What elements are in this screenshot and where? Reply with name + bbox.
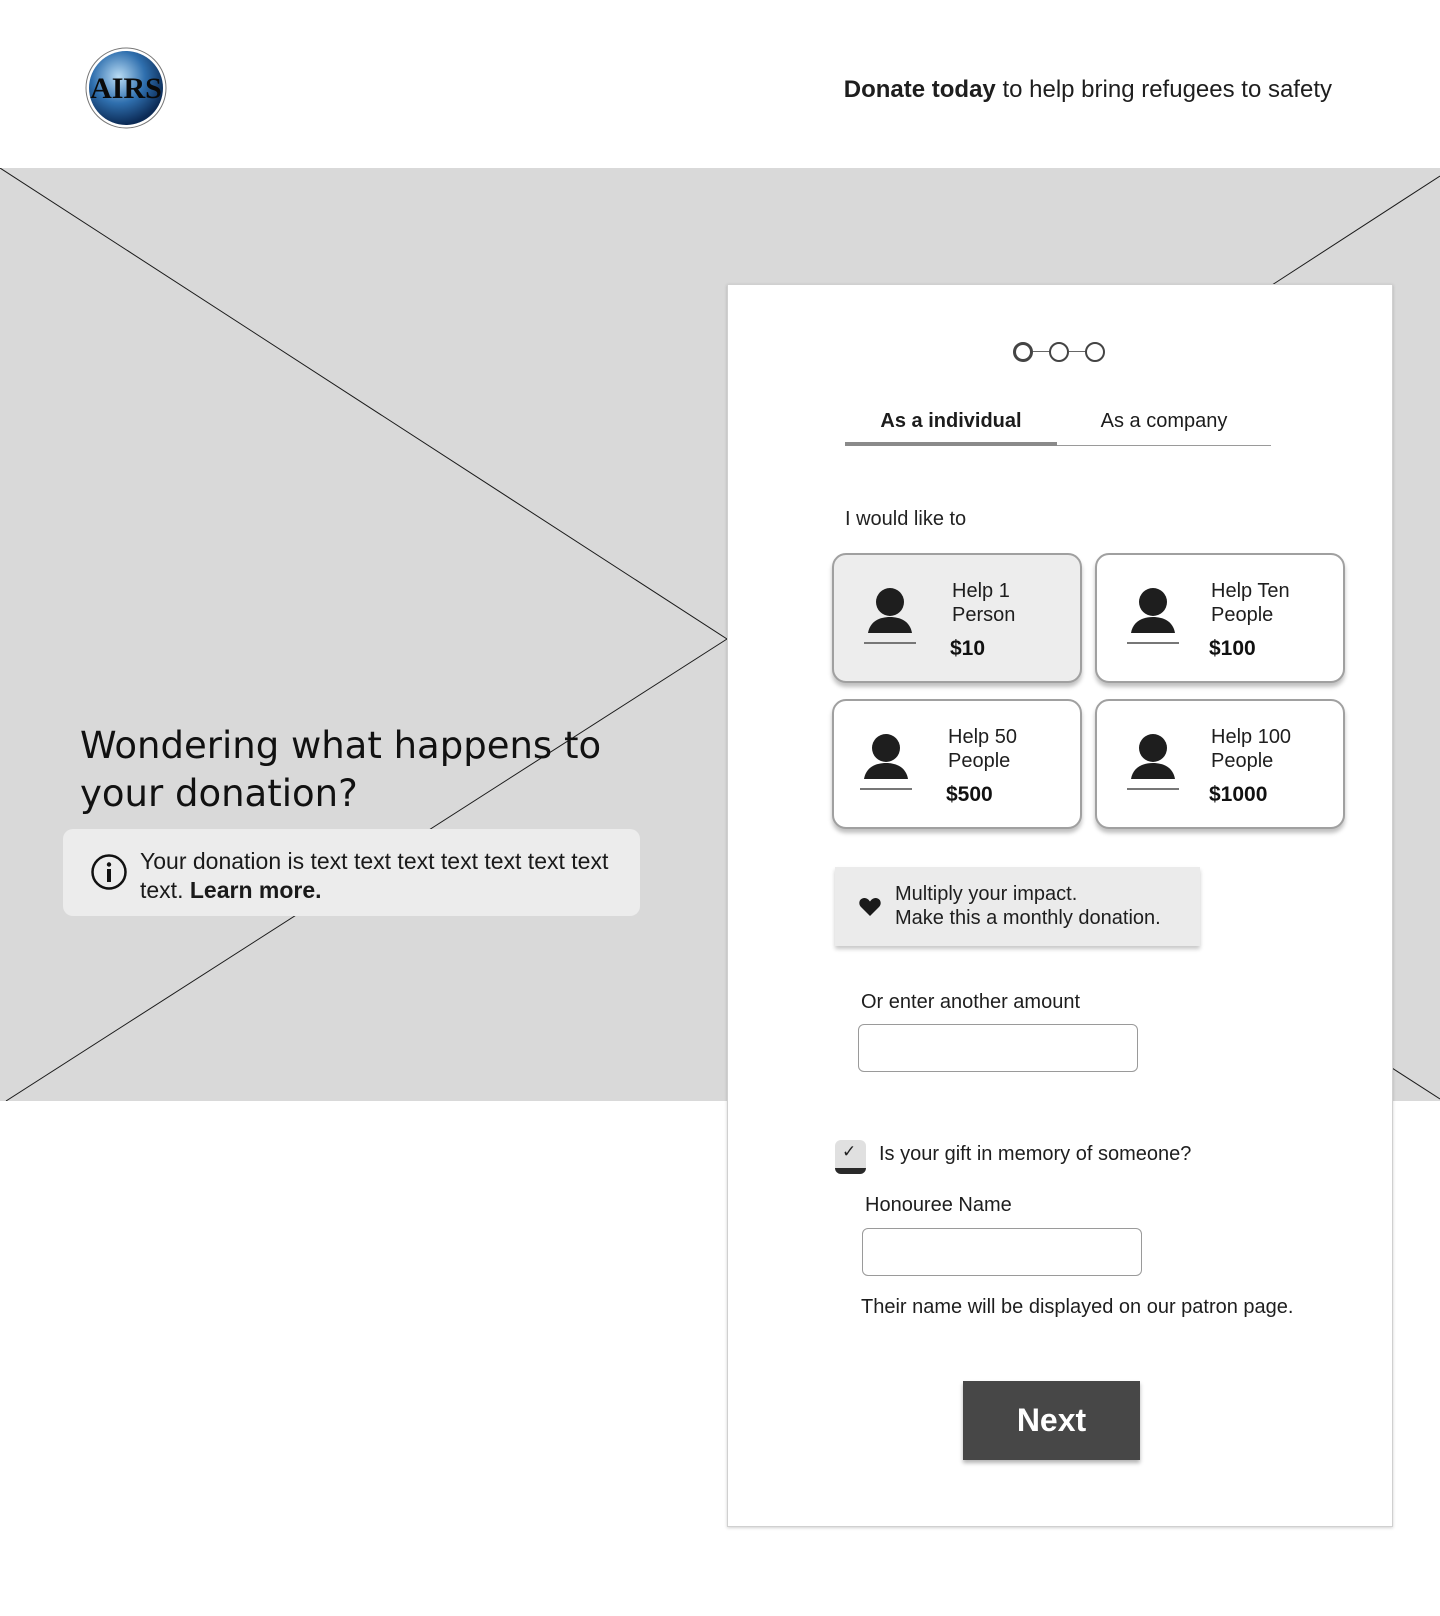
tagline-bold: Donate today <box>843 76 996 103</box>
other-amount-input[interactable] <box>858 1024 1138 1072</box>
donor-type-tabs <box>845 404 1271 446</box>
logo-text: AIRS <box>90 72 162 105</box>
heart-icon <box>859 897 881 917</box>
amount-label: Help Ten People <box>1211 580 1290 626</box>
tab-individual[interactable]: As a individual <box>845 404 1057 446</box>
step-3-dot <box>1085 342 1105 362</box>
other-amount-label: Or enter another amount <box>861 991 1081 1013</box>
amount-option-100[interactable] <box>1095 553 1345 683</box>
tagline-rest: to help bring refugees to safety <box>995 76 1332 103</box>
person-icon <box>1127 733 1179 791</box>
hero-heading: Wondering what happens to your donation? <box>80 724 602 815</box>
step-indicator <box>1013 340 1109 364</box>
person-icon <box>860 733 912 791</box>
amount-price: $10 <box>950 637 986 660</box>
amount-price: $500 <box>946 783 993 806</box>
amount-label: Help 50 People <box>948 726 1017 772</box>
info-text <box>140 847 620 905</box>
honouree-name-label: Honouree Name <box>865 1194 1012 1216</box>
amount-price: $100 <box>1209 637 1256 660</box>
tab-company[interactable]: As a company <box>1100 410 1228 432</box>
person-icon <box>864 587 916 645</box>
honouree-name-input[interactable] <box>862 1228 1142 1276</box>
monthly-line-2: Make this a monthly donation. <box>895 907 1161 929</box>
amount-label: Help 1 Person <box>952 580 1016 626</box>
monthly-donation-toggle[interactable] <box>835 867 1200 946</box>
amount-label: Help 100 People <box>1211 726 1292 772</box>
memory-checkbox[interactable] <box>835 1140 866 1174</box>
amount-option-1000[interactable] <box>1095 699 1345 829</box>
step-1-dot <box>1013 342 1033 362</box>
airs-logo <box>80 46 172 130</box>
next-button[interactable]: Next <box>963 1381 1140 1460</box>
step-2-dot <box>1049 342 1069 362</box>
header-tagline <box>844 76 1332 104</box>
amount-option-10[interactable] <box>832 553 1082 683</box>
patron-page-helper-text: Their name will be displayed on our patron page. <box>861 1296 1294 1318</box>
monthly-line-1: Multiply your impact. <box>895 883 1078 905</box>
info-icon <box>90 853 128 891</box>
amount-price: $1000 <box>1209 783 1268 806</box>
intro-label: I would like to <box>845 508 967 530</box>
info-callout <box>63 829 640 916</box>
learn-more-link[interactable]: Learn more. <box>189 877 322 903</box>
checkmark-icon: ✓ <box>842 1142 857 1161</box>
amount-option-500[interactable] <box>832 699 1082 829</box>
monthly-text <box>895 882 1161 930</box>
person-icon <box>1127 587 1179 645</box>
info-body: Your donation is text text text text text text text text. <box>140 848 609 903</box>
memory-checkbox-label: Is your gift in memory of someone? <box>879 1143 1192 1165</box>
